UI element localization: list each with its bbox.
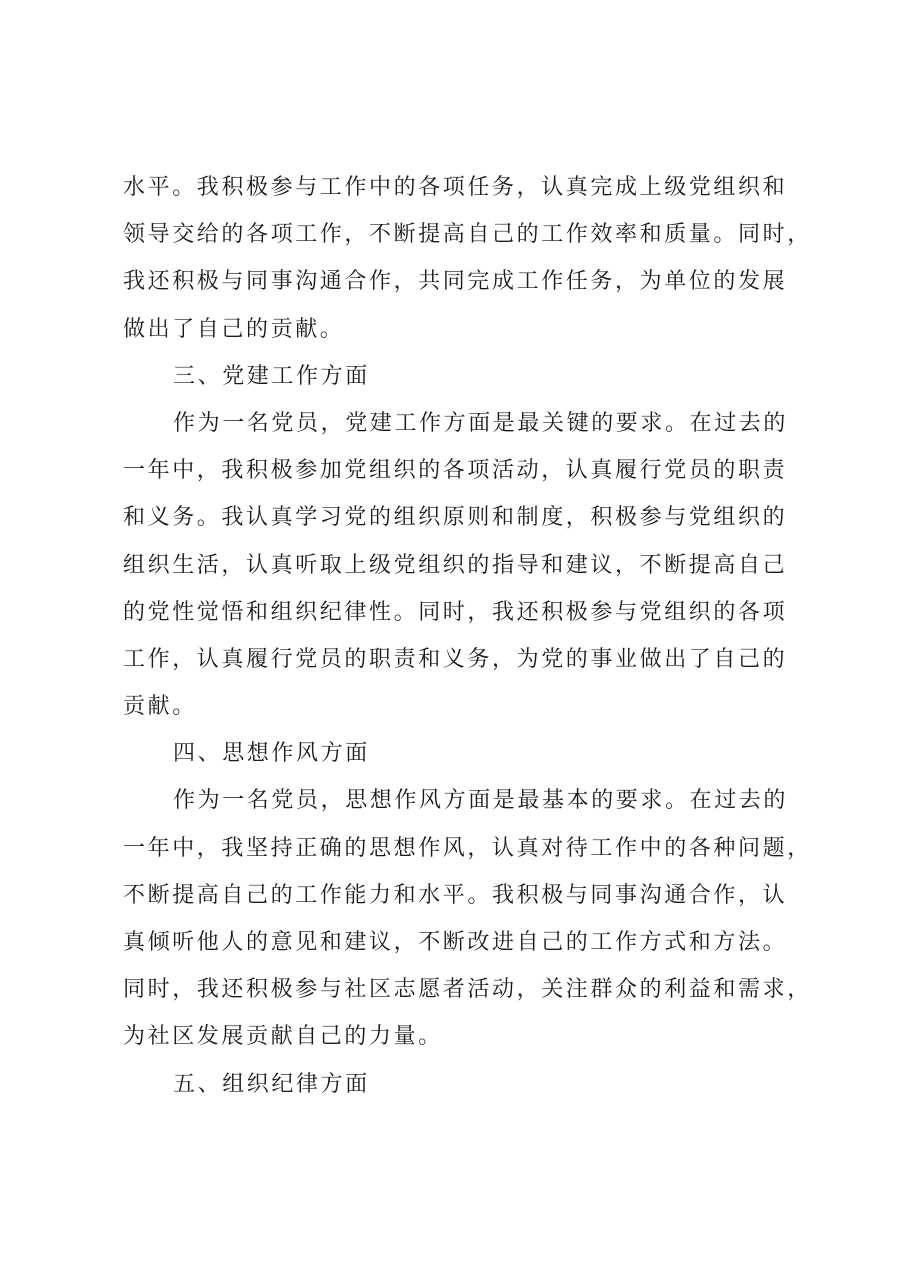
paragraph-line: 水平。我积极参与工作中的各项任务，认真完成上级党组织和	[123, 175, 788, 200]
paragraph-line: 为社区发展贡献自己的力量。	[123, 1024, 443, 1050]
paragraph-line: 工作，认真履行党员的职责和义务，为党的事业做出了自己的	[123, 646, 788, 672]
paragraph-line: 和义务。我认真学习党的组织原则和制度，积极参与党组织的	[123, 505, 788, 531]
paragraph-line: 领导交给的各项工作，不断提高自己的工作效率和质量。同时，	[123, 222, 812, 248]
paragraph-line: 同时，我还积极参与社区志愿者活动，关注群众的利益和需求，	[123, 977, 812, 1003]
paragraph-line: 的党性觉悟和组织纪律性。同时，我还积极参与党组织的各项	[123, 599, 788, 625]
section-heading-discipline: 五、组织纪律方面	[173, 1071, 370, 1097]
paragraph-line: 贡献。	[123, 694, 197, 720]
document-body	[123, 164, 812, 1108]
paragraph-line: 一年中，我积极参加党组织的各项活动，认真履行党员的职责	[123, 458, 788, 484]
paragraph-line: 一年中，我坚持正确的思想作风，认真对待工作中的各种问题，	[123, 835, 812, 861]
paragraph-line: 我还积极与同事沟通合作，共同完成工作任务，为单位的发展	[123, 269, 788, 295]
paragraph-line: 真倾听他人的意见和建议，不断改进自己的工作方式和方法。	[123, 930, 788, 955]
paragraph-line: 作为一名党员，党建工作方面是最关键的要求。在过去的	[173, 410, 789, 436]
section-heading-party-building: 三、党建工作方面	[173, 363, 370, 389]
paragraph-line: 做出了自己的贡献。	[123, 316, 345, 342]
paragraph-line: 不断提高自己的工作能力和水平。我积极与同事沟通合作，认	[123, 882, 788, 908]
paragraph-line: 组织生活，认真听取上级党组织的指导和建议，不断提高自己	[123, 552, 788, 578]
paragraph-line: 作为一名党员，思想作风方面是最基本的要求。在过去的	[173, 788, 789, 814]
section-heading-ideology: 四、思想作风方面	[173, 741, 370, 767]
